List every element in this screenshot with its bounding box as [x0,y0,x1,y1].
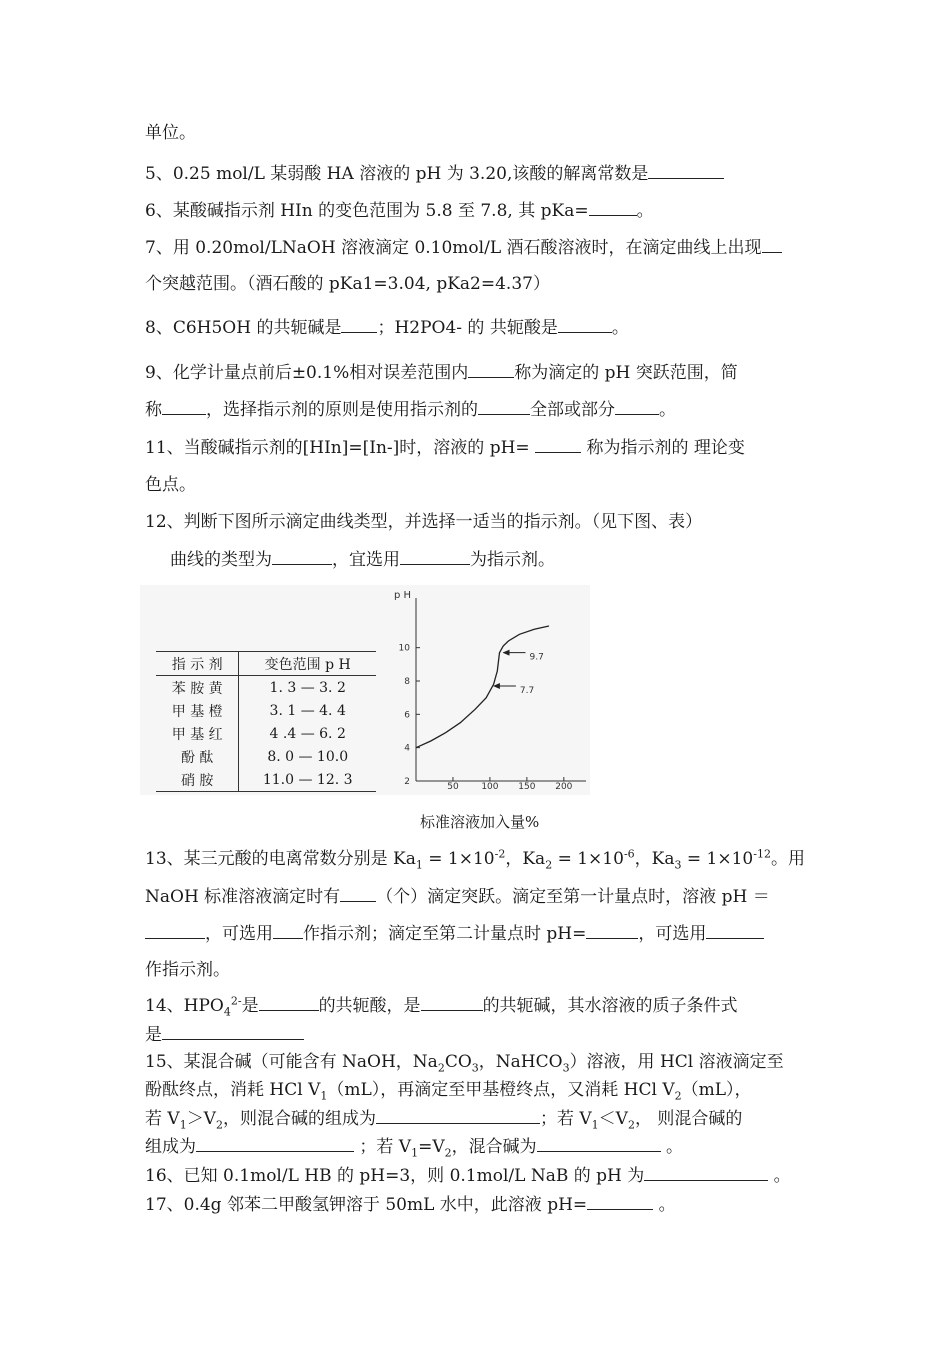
question-7: 7、用 0.20mol/LNaOH 溶液滴定 0.10mol/L 酒石酸溶液时，在滴定曲线上出现 [145,236,782,259]
answer-blank[interactable] [468,361,514,378]
question-14: 14、$HPO_4^{2-}$是 的共轭酸，是 的共轭碱，其水溶液的质子条件式 [145,994,738,1019]
text-line: 称 ，选择指示剂的原则是使用指示剂的 全部或部分 。 [145,400,676,420]
answer-blank[interactable] [162,1023,304,1040]
table-cell: 苯 胺 黄 [171,680,223,697]
text-line: 组成为 ；若 $V_1=V_2$，混合碱为 。 [145,1137,684,1160]
table-cell: 3. 1 — 4. 4 [239,699,376,722]
table-cell: 4 .4 — 6. 2 [239,722,376,745]
answer-blank[interactable] [145,922,205,939]
answer-blank[interactable] [272,548,332,565]
y-tick-label: 10 [398,643,410,654]
answer-blank[interactable] [376,1107,540,1124]
answer-blank[interactable] [586,922,638,939]
question-12: 12、判断下图所示滴定曲线类型，并选择一适当的指示剂。（见下图、表） [145,512,703,532]
figure [140,585,590,795]
answer-blank[interactable] [340,885,376,902]
answer-blank[interactable] [589,199,637,216]
y-tick-label: 6 [404,710,410,721]
question-8: 8、C6H5OH 的共轭碱是 ；H2PO4- 的 共轭酸是 。 [145,318,629,338]
table-header: 变色范围 p H [239,652,376,676]
table-cell: 1. 3 — 3. 2 [239,676,376,700]
answer-blank[interactable] [648,162,724,179]
text-line: 酚酞终点，消耗 HCl $V_1(mL)$，再滴定至甲基橙终点，又消耗 HCl $V_2(mL)$， [145,1080,752,1103]
y-axis-label: p H [394,590,412,601]
answer-blank[interactable] [558,316,612,333]
question-15: 15、某混合碱（可能含有 NaOH，$Na_2CO_3$，NaHCO$_3$）溶液，用 HCl 溶液滴定至 [145,1052,784,1075]
table-cell: 酚 酞 [180,749,214,766]
text-line: 作指示剂。 [145,960,230,980]
x-tick-label: 50 [447,782,459,792]
x-tick-label: 200 [555,782,573,792]
annotation-label: 7.7 [519,686,535,696]
question-17: 17、0.4g 邻苯二甲酸氢钾溶于 50mL 水中，此溶液 pH= 。 [145,1195,676,1215]
question-11: 11、当酸碱指示剂的[HIn]=[In-]时，溶液的 pH= 称为指示剂的 理论变 [145,438,745,458]
question-13: 13、某三元酸的电离常数分别是 $Ka_1 = 1\times 10^{-2}$，$Ka_2 = 1\times 10^{-6}$，$Ka_3 = 1\times 10^{-12}$。用 [145,847,805,872]
text-line: 色点。 [145,475,196,495]
table-cell: 硝 胺 [156,768,239,792]
answer-blank[interactable] [400,548,470,565]
answer-blank[interactable] [587,1193,653,1210]
answer-blank[interactable] [421,994,483,1011]
question-9: 9、化学计量点前后±0.1%相对误差范围内 称为滴定的 pH 突跃范围，简 [145,363,738,383]
answer-blank[interactable] [762,236,782,253]
answer-blank[interactable] [537,1135,661,1152]
answer-blank[interactable] [615,398,659,415]
text-line: 是 [145,1023,304,1046]
table-cell: 11.0 — 12. 3 [239,768,376,792]
answer-blank[interactable] [162,398,206,415]
answer-blank[interactable] [644,1164,768,1181]
table-cell: 甲 基 橙 [171,703,223,720]
text-line: 若 $V_1>V_2$，则混合碱的组成为 ；若 $V_1<V_2$， 则混合碱的 [145,1109,743,1132]
answer-blank[interactable] [341,316,377,333]
y-tick-label: 8 [404,677,410,687]
y-tick-label: 4 [404,743,410,754]
annotation-label: 9.7 [529,652,544,663]
answer-blank[interactable] [259,994,319,1011]
text-line: 单位。 [145,123,196,143]
table-header: 指 示 剂 [156,652,239,676]
titration-curve-chart [140,585,590,795]
table-cell: 8. 0 — 10.0 [239,745,376,768]
y-tick-label: 2 [404,777,410,787]
x-tick-label: 100 [481,782,499,792]
question-6: 6、某酸碱指示剂 HIn 的变色范围为 5.8 至 7.8, 其 pKa= 。 [145,201,654,221]
answer-blank[interactable] [706,922,764,939]
text-line: 个突越范围。（酒石酸的 pKa1=3.04, pKa2=4.37） [145,274,550,294]
text-line: NaOH 标准溶液滴定时有 （个）滴定突跃。滴定至第一计量点时，溶液 pH ＝ [145,887,770,907]
figure-caption: 标准溶液加入量% [420,813,540,831]
answer-blank[interactable] [535,436,581,453]
text-line: 曲线的类型为 ，宜选用 为指示剂。 [170,550,555,570]
question-16: 16、已知 0.1mol/L HB 的 pH=3，则 0.1mol/L NaB 的 pH 为 。 [145,1166,791,1186]
answer-blank[interactable] [196,1135,354,1152]
x-tick-label: 150 [518,782,536,792]
text-line: ，可选用 作指示剂；滴定至第二计量点时 pH= ，可选用 [145,922,764,945]
answer-blank[interactable] [273,922,303,939]
question-5: 5、0.25 mol/L 某弱酸 HA 溶液的 pH 为 3.20,该酸的解离常数是 [145,162,724,185]
answer-blank[interactable] [478,398,530,415]
table-cell: 甲 基 红 [171,726,223,743]
